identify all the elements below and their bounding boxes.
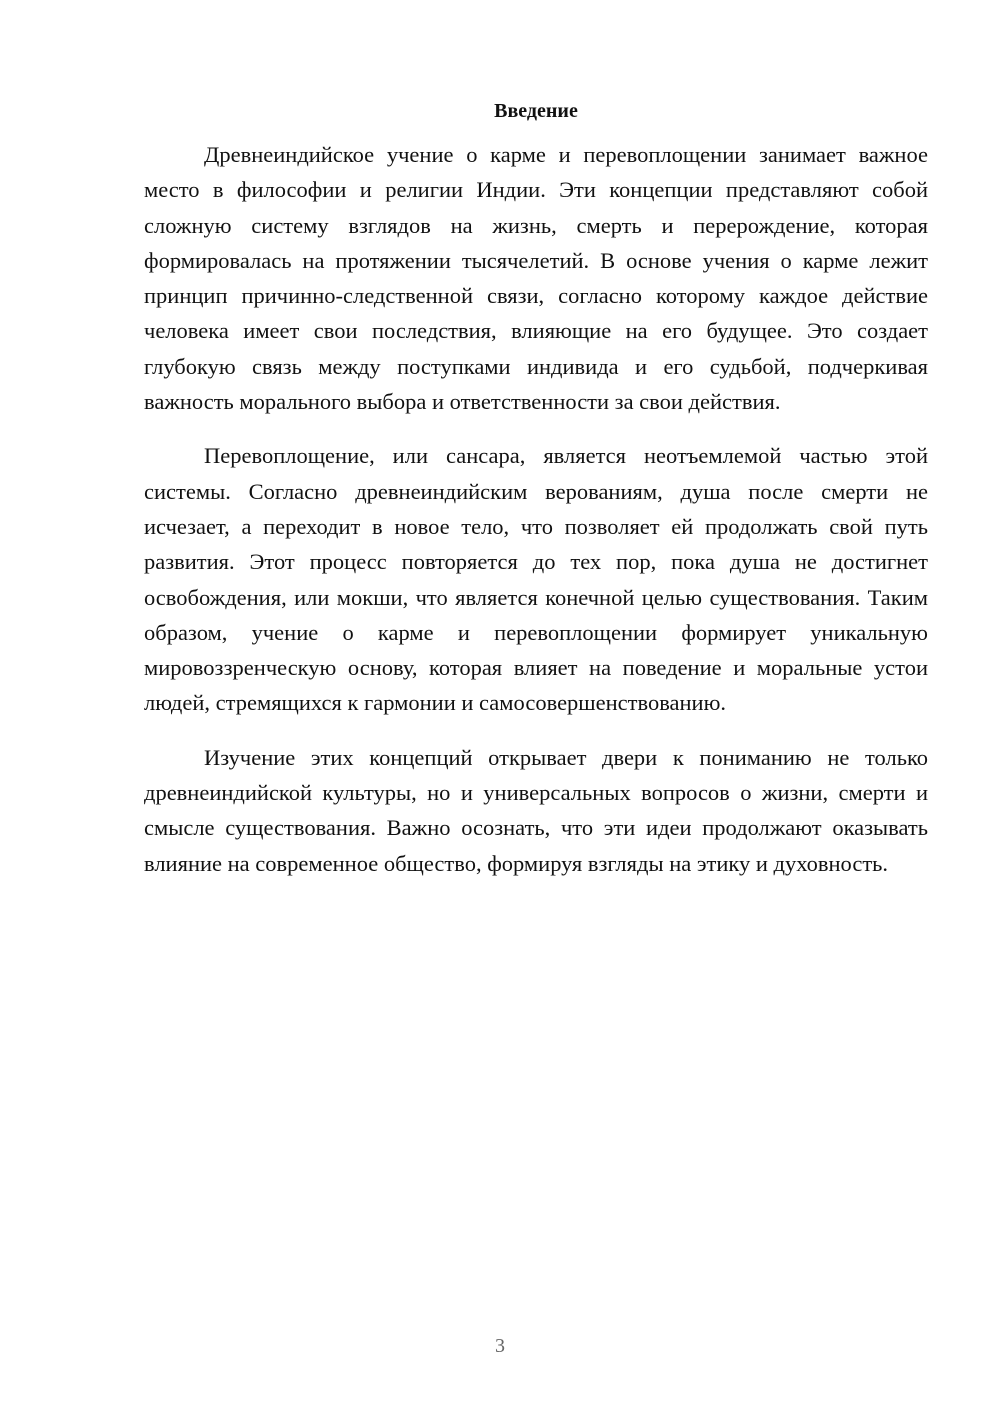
paragraph-1: Древнеиндийское учение о карме и перевоплощении занимает важное место в философии и религии Индии. Эти концепции представляют собой сложную систему взглядов на жизнь, смерть и перерождение, которая формировалась на протяжении тысячелетий. В основе учения о карме лежит принцип причинно-следственной связи, согласно которому каждое действие человека имеет свои последствия, влияющие на его будущее. Это создает глубокую связь между поступками индивида и его судьбой, подчеркивая важность морального выбора и ответственности за свои действия. [144, 142, 928, 415]
page-content [144, 95, 928, 900]
paragraph-3: Изучение этих концепций открывает двери к пониманию не только древнеиндийской культуры, но и универсальных вопросов о жизни, смерти и смысле существования. Важно осознать, что эти идеи продолжают оказывать влияние на современное общество, формируя взгляды на этику и духовность. [144, 744, 928, 876]
section-title: Введение [494, 100, 578, 122]
page-number: 3 [495, 1335, 505, 1357]
paragraph-2: Перевоплощение, или сансара, является неотъемлемой частью этой системы. Согласно древнеиндийским верованиям, душа после смерти не исчезает, а переходит в новое тело, что позволяет ей продолжать свой путь развития. Этот процесс повторяется до тех пор, пока душа не достигнет освобождения, или мокши, что является конечной целью существования. Таким образом, учение о карме и перевоплощении формирует уникальную мировоззренческую основу, которая влияет на поведение и моральные устои людей, стремящихся к гармонии и самосовершенствованию. [144, 443, 928, 716]
